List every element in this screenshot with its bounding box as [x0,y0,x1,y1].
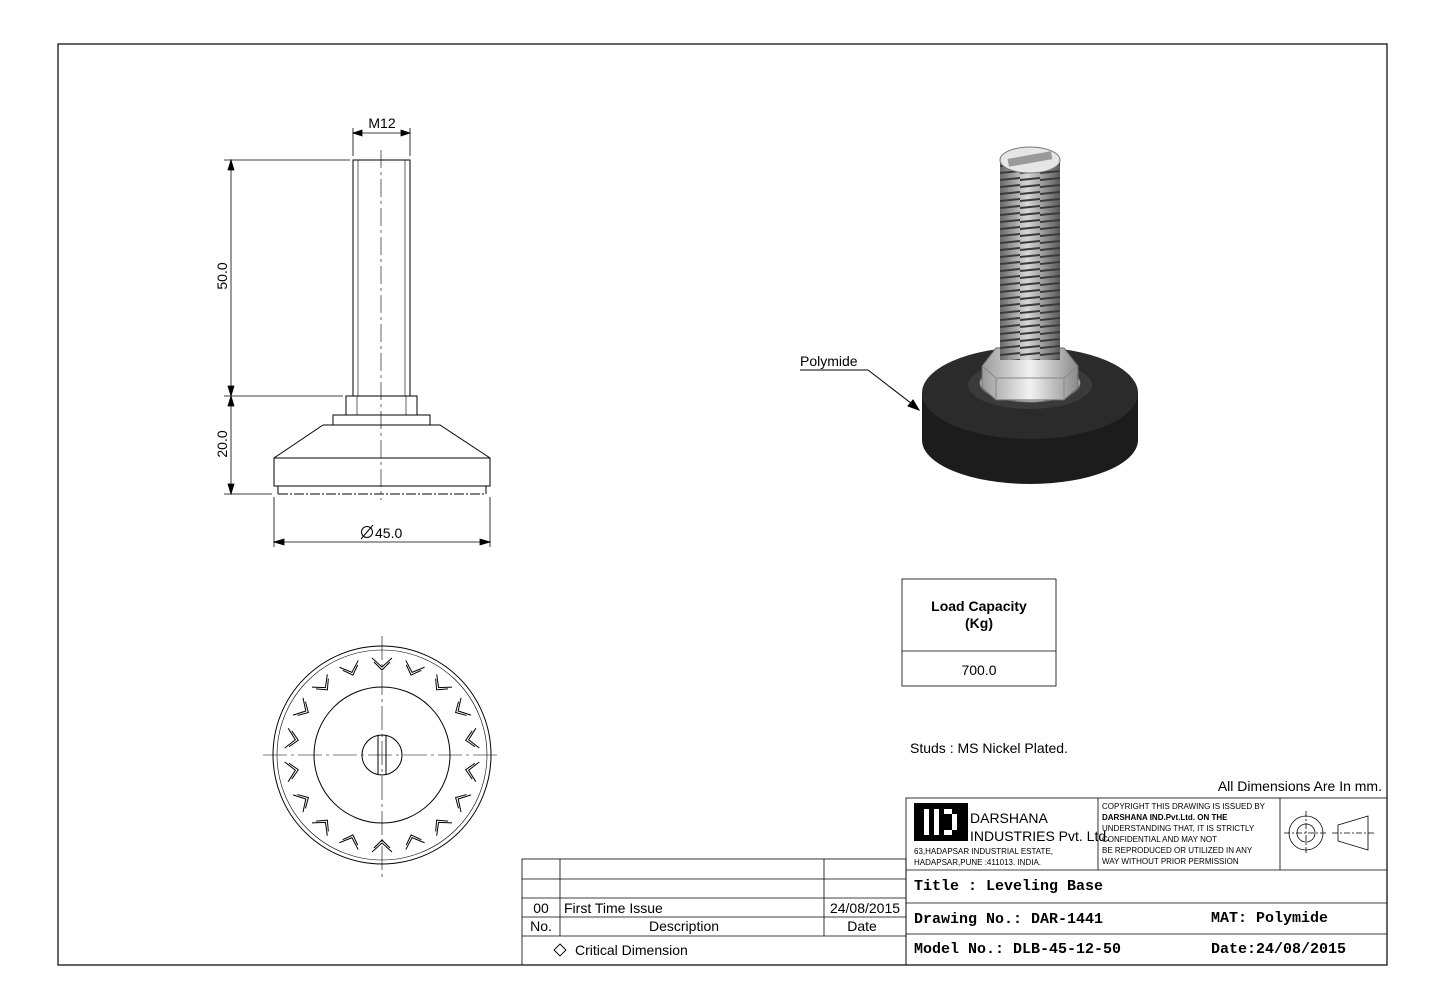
revision-header-no: No. [530,918,552,934]
material-callout-leader [800,370,919,410]
revision-number: 00 [533,900,549,916]
dimension-lines [224,128,490,547]
copyright-line-5: BE REPRODUCED OR UTILIZED IN ANY [1102,846,1253,855]
copyright-line-6: WAY WITHOUT PRIOR PERMISSION [1102,857,1239,866]
base-diameter-label: 45.0 [375,525,403,541]
revision-description: First Time Issue [564,900,663,916]
drawing-title: Title : Leveling Base [914,878,1104,895]
copyright-line-4: CONFIDENTIAL AND MAY NOT [1102,835,1217,844]
copyright-line-3: UNDERSTANDING THAT, IT IS STRICTLY [1102,824,1255,833]
copyright-line-1: COPYRIGHT THIS DRAWING IS ISSUED BY [1102,802,1265,811]
load-capacity-unit: (Kg) [965,615,993,631]
revision-date: 24/08/2015 [829,900,901,916]
critical-dimension-legend: Critical Dimension [575,942,688,958]
projection-symbol-icon [1284,811,1376,855]
revision-header-date: Date [847,918,877,934]
studs-note: Studs : MS Nickel Plated. [910,740,1068,756]
company-logo [914,803,968,841]
drawing-material: MAT: Polymide [1211,910,1329,927]
stud-length-label: 50.0 [214,262,230,290]
diameter-symbol-icon [361,525,373,539]
company-subtitle: INDUSTRIES Pvt. Ltd. [970,828,1111,844]
load-capacity-value: 700.0 [961,662,997,678]
drawing-number: Drawing No.: DAR-1441 [914,911,1104,928]
thread-dimension-label: M12 [368,115,396,131]
isometric-render [922,147,1138,484]
copyright-line-2: DARSHANA IND.Pvt.Ltd. ON THE [1102,813,1228,822]
base-height-label: 20.0 [214,430,230,458]
company-address-2: HADAPSAR,PUNE :411013. INDIA. [914,858,1042,867]
company-address-1: 63,HADAPSAR INDUSTRIAL ESTATE, [914,847,1053,856]
bottom-view [263,636,500,878]
load-capacity-header: Load Capacity [931,598,1027,614]
diamond-icon [554,944,566,956]
drawing-date: Date:24/08/2015 [1211,941,1347,958]
revision-header-description: Description [648,918,720,934]
side-view [274,150,490,500]
company-name: DARSHANA [970,810,1048,826]
material-callout-label: Polymide [800,353,858,369]
model-number: Model No.: DLB-45-12-50 [914,941,1122,958]
units-note: All Dimensions Are In mm. [1217,778,1382,794]
